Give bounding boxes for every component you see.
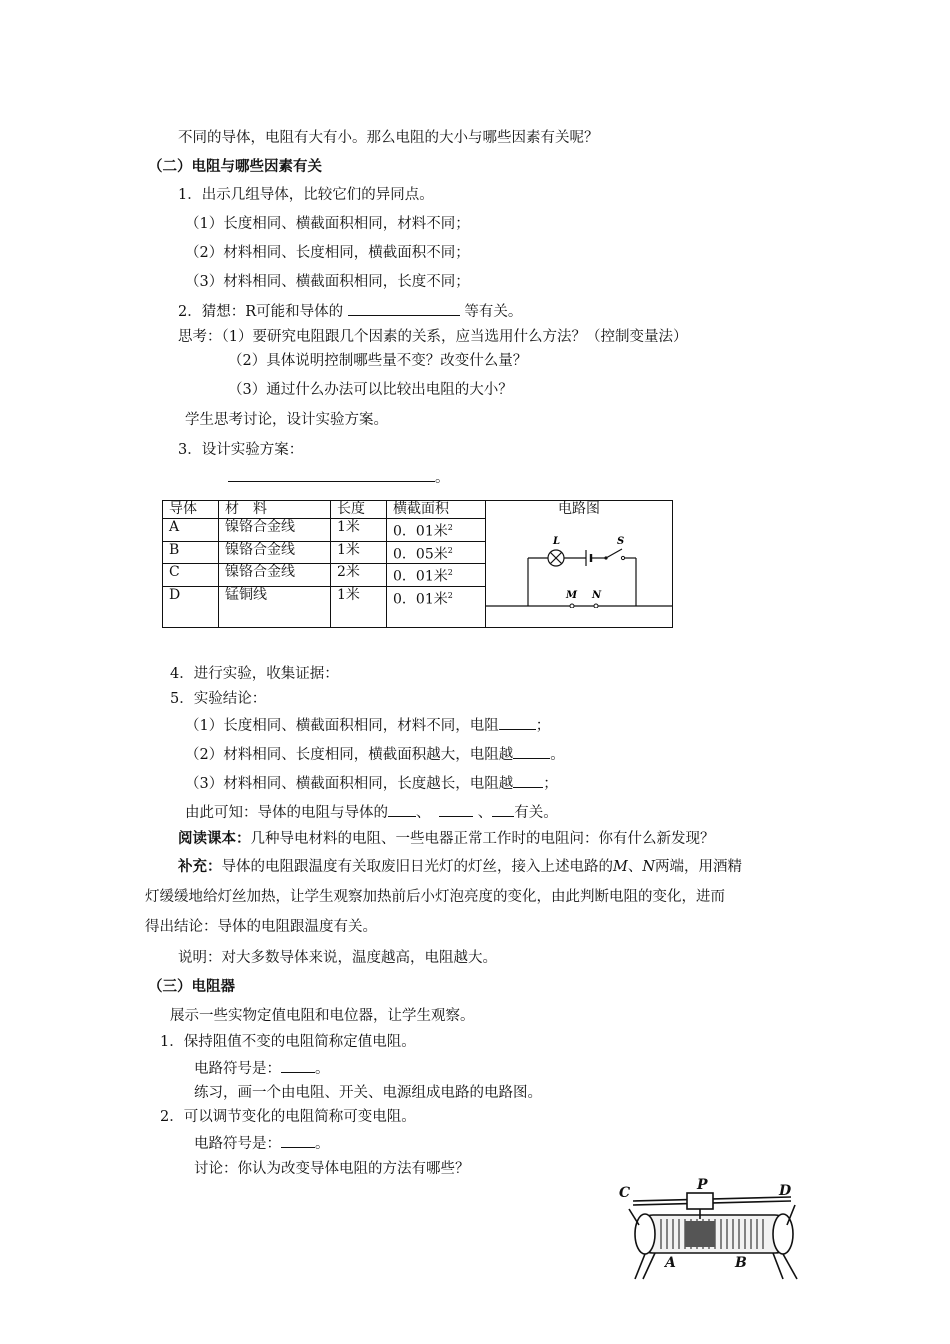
cell-area: 0．01米$^2$: [387, 519, 486, 542]
cell-id: A: [163, 519, 219, 542]
reading-label: 阅读课本：: [178, 830, 251, 847]
step1: 1．出示几组导体，比较它们的异同点。: [178, 187, 434, 203]
conclusion-3: （3）材料相同、横截面积相同，长度越长，电阻越 ；: [185, 773, 558, 794]
rheostat-label-c: C: [619, 1185, 631, 1201]
cell-material: 镍铬合金线: [219, 564, 331, 587]
circuit-cell: [486, 501, 673, 628]
cell-material: 镍铬合金线: [219, 519, 331, 542]
terminal-n-label: N: [592, 590, 602, 601]
supplement-line-3: 得出结论：导体的电阻跟温度有关。: [145, 919, 377, 935]
blank-symbol-variable[interactable]: [281, 1133, 315, 1148]
blank-plan[interactable]: [228, 467, 435, 482]
summary: 由此可知：导体的电阻与导体的 、 、 有关。: [185, 802, 558, 823]
supplement-line-2: 灯缓缓地给灯丝加热，让学生观察加热前后小灯泡亮度的变化，由此判断电阻的变化，进而: [145, 889, 725, 905]
rheostat-figure: [615, 1175, 810, 1287]
step1-item-1: （1）长度相同、横截面积相同，材料不同；: [185, 216, 470, 232]
blank-factor-3[interactable]: [492, 802, 514, 817]
section2-heading: （二）电阻与哪些因素有关: [148, 158, 322, 175]
cell-area: 0．01米$^2$: [387, 564, 486, 587]
step3: 3．设计实验方案：: [178, 442, 304, 458]
experiment-table: [162, 500, 673, 628]
conclusion-2: （2）材料相同、长度相同，横截面积越大，电阻越 。: [185, 744, 565, 765]
cell-id: C: [163, 564, 219, 587]
reading-text: 几种导电材料的电阻、一些电器正常工作时的电阻问：你有什么新发现？: [250, 831, 715, 847]
terminal-m-label: M: [566, 590, 578, 601]
th-conductor: 导体: [163, 501, 219, 519]
blank-length[interactable]: [513, 773, 543, 788]
discussion: 讨论：你认为改变导体电阻的方法有哪些？: [194, 1161, 470, 1177]
supplement-line-1: 补充：导体的电阻跟温度有关取废旧日光灯的灯丝，接入上述电路的M、N两端，用酒精: [178, 858, 743, 875]
cell-material: 锰铜线: [219, 586, 331, 627]
rheostat-label-d: D: [779, 1183, 792, 1199]
cell-length: 1米: [331, 541, 387, 564]
symbol-variable: 电路符号是： 。: [194, 1133, 330, 1154]
th-circuit: 电路图: [558, 501, 600, 517]
rheostat-label-a: A: [665, 1255, 676, 1271]
blank-area[interactable]: [513, 744, 550, 759]
blank-symbol-fixed[interactable]: [281, 1058, 315, 1073]
table-header-row: [163, 501, 673, 519]
item-fixed-resistor: 1．保持阻值不变的电阻简称定值电阻。: [160, 1034, 416, 1050]
item-variable-resistor: 2．可以调节变化的电阻简称可变电阻。: [160, 1109, 416, 1125]
th-length: 长度: [331, 501, 387, 519]
cell-length: 2米: [331, 564, 387, 587]
cell-id: B: [163, 541, 219, 564]
cell-id: D: [163, 586, 219, 627]
step1-item-2: （2）材料相同、长度相同，横截面积不同；: [185, 245, 470, 261]
symbol-fixed: 电路符号是： 。: [194, 1058, 330, 1079]
think-1: 思考：（1）要研究电阻跟几个因素的关系，应当选用什么方法？（控制变量法）: [178, 329, 688, 345]
rheostat-label-p: P: [697, 1177, 708, 1193]
think-2: （2）具体说明控制哪些量不变？改变什么量？: [228, 353, 528, 369]
step2-prefix: 2．猜想：R可能和导体的: [178, 304, 344, 320]
switch-label: S: [617, 536, 625, 547]
lamp-label: L: [553, 536, 561, 547]
blank-factor-2[interactable]: [439, 802, 473, 817]
student-discussion: 学生思考讨论，设计实验方案。: [185, 412, 388, 428]
practice: 练习，画一个由电阻、开关、电源组成电路的电路图。: [194, 1085, 542, 1101]
section3-heading: （三）电阻器: [148, 978, 235, 995]
th-material: 材 料: [219, 501, 331, 519]
cell-length: 1米: [331, 519, 387, 542]
blank-factors[interactable]: [348, 301, 460, 316]
th-area: 横截面积: [387, 501, 486, 519]
step5: 5．实验结论：: [170, 691, 267, 707]
intro-paragraph: 不同的导体，电阻有大有小。那么电阻的大小与哪些因素有关呢？: [178, 130, 599, 146]
step4: 4．进行实验，收集证据：: [170, 666, 339, 682]
supplement-label: 补充：: [178, 858, 222, 875]
cell-length: 1米: [331, 586, 387, 627]
note: 说明：对大多数导体来说，温度越高，电阻越大。: [178, 950, 497, 966]
step3-end: 。: [435, 470, 450, 486]
circuit-diagram: [486, 518, 672, 608]
step2-guess: [178, 301, 522, 322]
blank-factor-1[interactable]: [388, 802, 416, 817]
rheostat-label-b: B: [735, 1255, 747, 1271]
show-resistors: 展示一些实物定值电阻和电位器，让学生观察。: [170, 1008, 475, 1024]
step2-suffix: 等有关。: [464, 304, 523, 320]
cell-area: 0．01米$^2$: [387, 586, 486, 627]
step1-item-3: （3）材料相同、横截面积相同，长度不同；: [185, 274, 470, 290]
reading-line: [178, 829, 715, 849]
step3-blank-line: [228, 467, 450, 488]
cell-material: 镍铬合金线: [219, 541, 331, 564]
blank-material[interactable]: [499, 715, 536, 730]
think-3: （3）通过什么办法可以比较出电阻的大小？: [228, 382, 513, 398]
conclusion-1: （1）长度相同、横截面积相同，材料不同，电阻 ；: [185, 715, 550, 736]
cell-area: 0．05米$^2$: [387, 541, 486, 564]
